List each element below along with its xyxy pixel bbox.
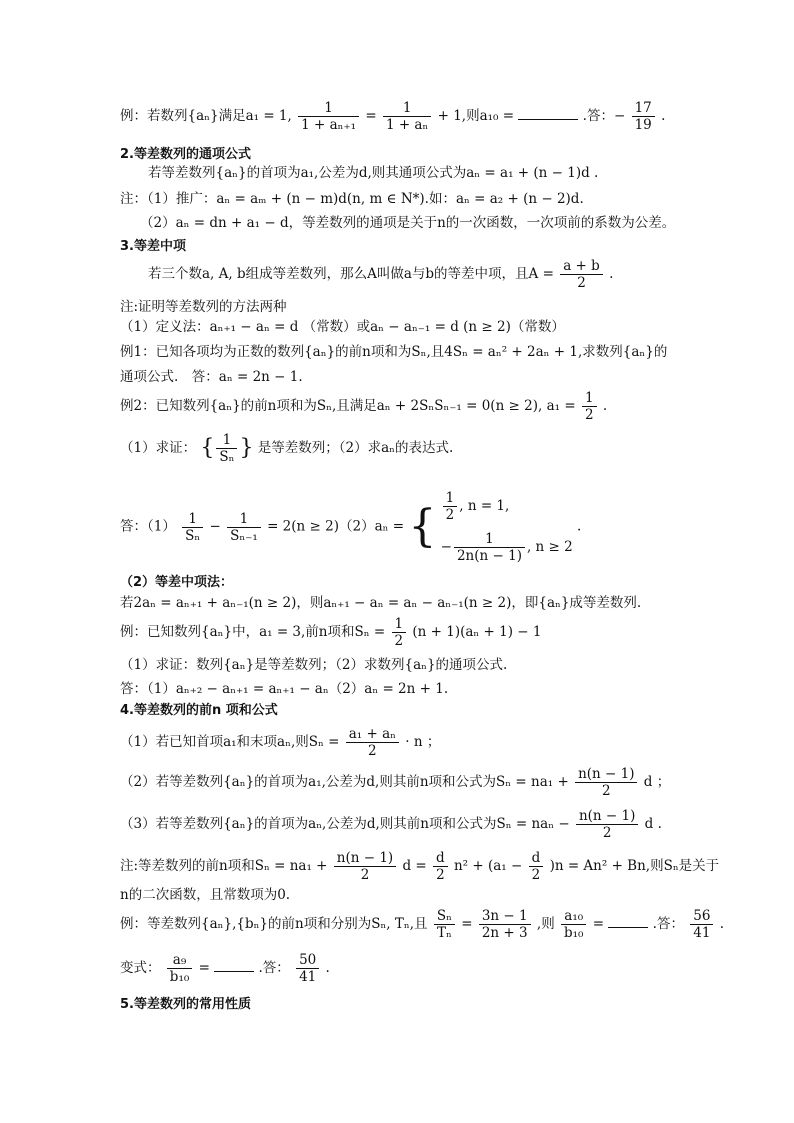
answer-blank [608,915,648,928]
fraction: $\frac{\text{a₁₀}}{\text{b₁₀}}$ [561,908,586,941]
fraction: $\frac{n(n - 1)}{2}$ [576,808,638,841]
section-heading-3: 3.等差中项 [120,239,186,254]
text-line: （1）若已知首项a₁和末项aₙ,则Sₙ = $\frac{\text{a₁ + aₙ}}{2}$ · n ； [120,726,441,759]
text-line: （2）等差中项法： [120,575,234,590]
text-line: （1）求证： { $\frac{1}{\text{Sₙ}}$ } 是等差数列；（2）求aₙ的表达式. [120,432,454,465]
text-line: 若2aₙ = aₙ₊₁ + aₙ₋₁(n ≥ 2)，则aₙ₊₁ − aₙ = aₙ − aₙ₋₁(n ≥ 2)，即{aₙ}成等差数列. [120,595,642,611]
text-line: 若三个数a, A, b组成等差数列，那么A叫做a与b的等差中项，且A = $\frac{a + b}{2}$ . [148,258,614,291]
fraction: $\frac{d}{2}$ [529,850,544,883]
text-line: 注：（1）推广：aₙ = aₘ + (n − m)d(n, m ∈ N*).如：aₙ = a₂ + (n − 2)d. [120,191,584,207]
text: . [661,108,666,124]
text: .答：− [582,108,626,124]
text-line: （3）若等差数列{aₙ}的首项为aₙ,公差为d,则其前n项和公式为Sₙ = naₙ − $\frac{n(n - 1)}{2}$ d . [120,808,662,841]
section-heading-4: 4.等差数列的前n 项和公式 [120,703,278,718]
fraction: $\frac{3n - 1}{2n + 3}$ [479,908,531,941]
text-line: （2）若等差数列{aₙ}的首项为a₁,公差为d,则其前n项和公式为Sₙ = na₁ + $\frac{n(n - 1)}{2}$ d ； [120,766,671,799]
text-line: 注:证明等差数列的方法两种 [120,299,287,315]
section-heading-2: 2.等差数列的通项公式 [120,147,251,162]
fraction: $\frac{1}{2}$ [582,390,597,423]
text-line: 例：等差数列{aₙ},{bₙ}的前n项和分别为Sₙ, Tₙ,且 $\frac{\text{Sₙ}}{\text{Tₙ}}$ = $\frac{3n - 1}{2n + 3}$ ,则 $\frac{\text{a₁₀}}{\text{b₁₀}}$ = .答： $\frac{56}{41}$ . [120,908,725,941]
answer-fraction: $\frac{50}{41}$ [296,952,319,985]
text-line: 若等差数列{aₙ}的首项为a₁,公差为d,则其通项公式为aₙ = a₁ + (n − 1)d . [148,165,599,181]
fraction: $\frac{d}{2}$ [433,850,448,883]
section-heading-5: 5.等差数列的常用性质 [120,997,251,1012]
fraction: $\frac{1}{\text{Sₙ₋₁}}$ [227,511,261,544]
text-line: 通项公式. 答：aₙ = 2n − 1. [120,369,303,385]
piecewise-cases: $\frac{1}{2}$ , n = 1, − $\frac{1}{2n(n - 1)}$ , n ≥ 2 [440,490,573,564]
answer-fraction: $\frac{56}{41}$ [690,908,713,941]
text: = [365,108,377,124]
text-line: 注:等差数列的前n项和Sₙ = na₁ + $\frac{n(n - 1)}{2}$ d = $\frac{d}{2}$ n² + (a₁ − $\frac{d}{2}$ )n = An² + Bn,则Sₙ是关于 [120,850,720,883]
answer-blank [214,959,254,972]
text-line: 变式： $\frac{\text{a₉}}{\text{b₁₀}}$ = .答： $\frac{50}{41}$ . [120,952,330,985]
fraction: $\frac{1}{\text{1 + aₙ₊₁}}$ [298,100,359,133]
fraction: $\frac{n(n - 1)}{2}$ [334,850,396,883]
fraction: $\frac{1}{\text{1 + aₙ}}$ [383,100,431,133]
fraction: $\frac{n(n - 1)}{2}$ [575,766,637,799]
text-line: （2）aₙ = dn + a₁ − d，等差数列的通项是关于n的一次函数，一次项前的系数为公差。 [140,215,676,231]
example-line-0 [120,100,665,133]
fraction: $\frac{a + b}{2}$ [560,258,603,291]
text: + 1,则a₁₀ = [437,108,515,124]
brace: { [408,501,437,552]
text-line: 答：（1）aₙ₊₂ − aₙ₊₁ = aₙ₊₁ − aₙ（2）aₙ = 2n + 1. [120,681,449,697]
text-line: n的二次函数，且常数项为0. [120,887,291,903]
answer-fraction: $\frac{17}{19}$ [632,100,655,133]
fraction: $\frac{1}{2}$ [392,616,407,649]
text-line: （1）求证：数列{aₙ}是等差数列；（2）求数列{aₙ}的通项公式. [120,657,508,673]
fraction: $\frac{\text{a₉}}{\text{b₁₀}}$ [167,952,192,985]
fraction: $\frac{1}{\text{Sₙ}}$ [216,432,237,465]
text-line: 例2：已知数列{aₙ}的前n项和为Sₙ,且满足aₙ + 2SₙSₙ₋₁ = 0(n ≥ 2), a₁ = $\frac{1}{2}$ . [120,390,608,423]
answer-blank [518,107,578,120]
answer-line: 答：（1） $\frac{1}{\text{Sₙ}}$ − $\frac{1}{\text{Sₙ₋₁}}$ = 2(n ≥ 2)（2）aₙ = { $\frac{1}{2}$ , n = 1, − $\frac{1}{2n(n - 1)}$ , n ≥ 2 . [120,490,582,564]
text-line: （1）定义法：aₙ₊₁ − aₙ = d （常数）或aₙ − aₙ₋₁ = d (n ≥ 2)（常数） [120,319,565,335]
text-line: 例1：已知各项均为正数的数列{aₙ}的前n项和为Sₙ,且4Sₙ = aₙ² + 2aₙ + 1,求数列{aₙ}的 [120,344,668,360]
text-line: 例：已知数列{aₙ}中，a₁ = 3,前n项和Sₙ = $\frac{1}{2}$ (n + 1)(aₙ + 1) − 1 [120,616,542,649]
fraction: $\frac{1}{\text{Sₙ}}$ [182,511,203,544]
fraction: $\frac{\text{Sₙ}}{\text{Tₙ}}$ [434,908,455,941]
text: 例：若数列{aₙ}满足a₁ = 1, [120,108,292,124]
fraction: $\frac{\text{a₁ + aₙ}}{2}$ [346,726,399,759]
